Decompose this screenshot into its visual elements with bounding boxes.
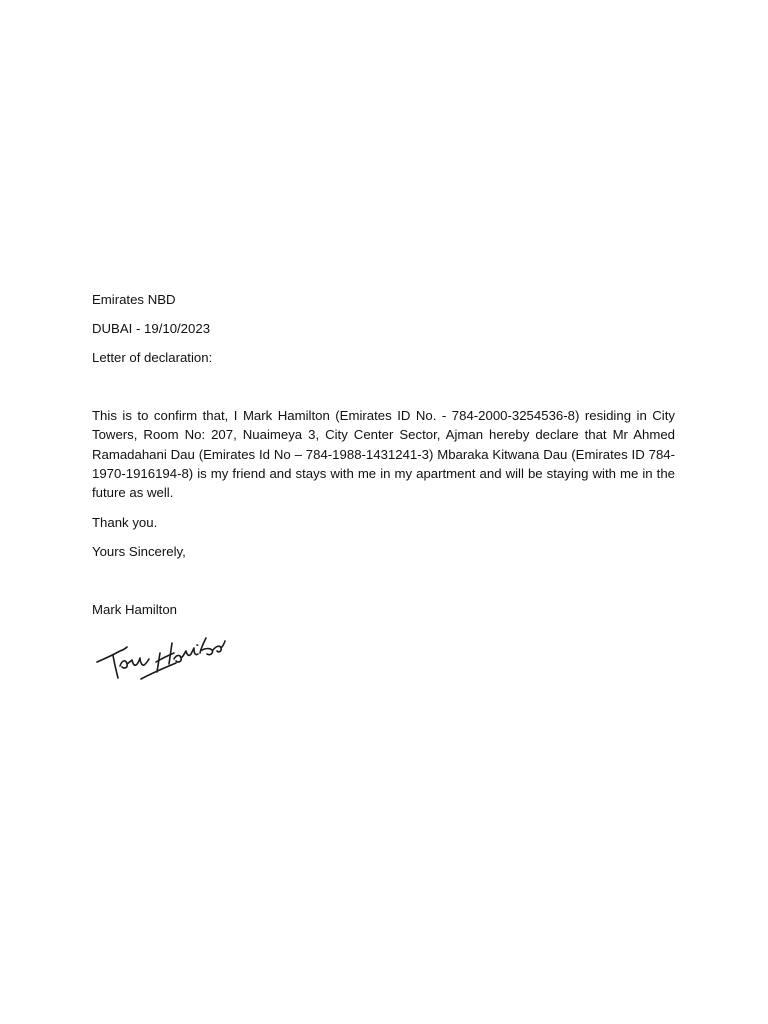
letter-body — [92, 290, 675, 619]
signatory-name: Mark Hamilton — [92, 602, 178, 618]
thank-you-line: Thank you. — [92, 514, 158, 530]
place-date: DUBAI - 19/10/2023 — [92, 320, 211, 336]
closing-line: Yours Sincerely, — [92, 543, 186, 559]
declaration-paragraph: This is to confirm that, I Mark Hamilton (Emirates ID No. - 784-2000-3254536-8) residing in City Towers, Room No: 207, Nuaimeya 3, City Center Sector, Ajman hereby declare that Mr Ahmed Ramadahani Dau (Emirates Id No – 784-1988-1431241-3) Mbaraka Kitwana Dau (Emirates ID 784-1970-1916194-8) is my friend and stays with me in my apartment and will be staying with me in the future as well. — [92, 407, 675, 501]
handwritten-signature — [94, 626, 228, 684]
recipient: Emirates NBD — [92, 292, 176, 307]
letter-subject: Letter of declaration: — [92, 349, 213, 365]
signature-drawing — [94, 626, 228, 684]
